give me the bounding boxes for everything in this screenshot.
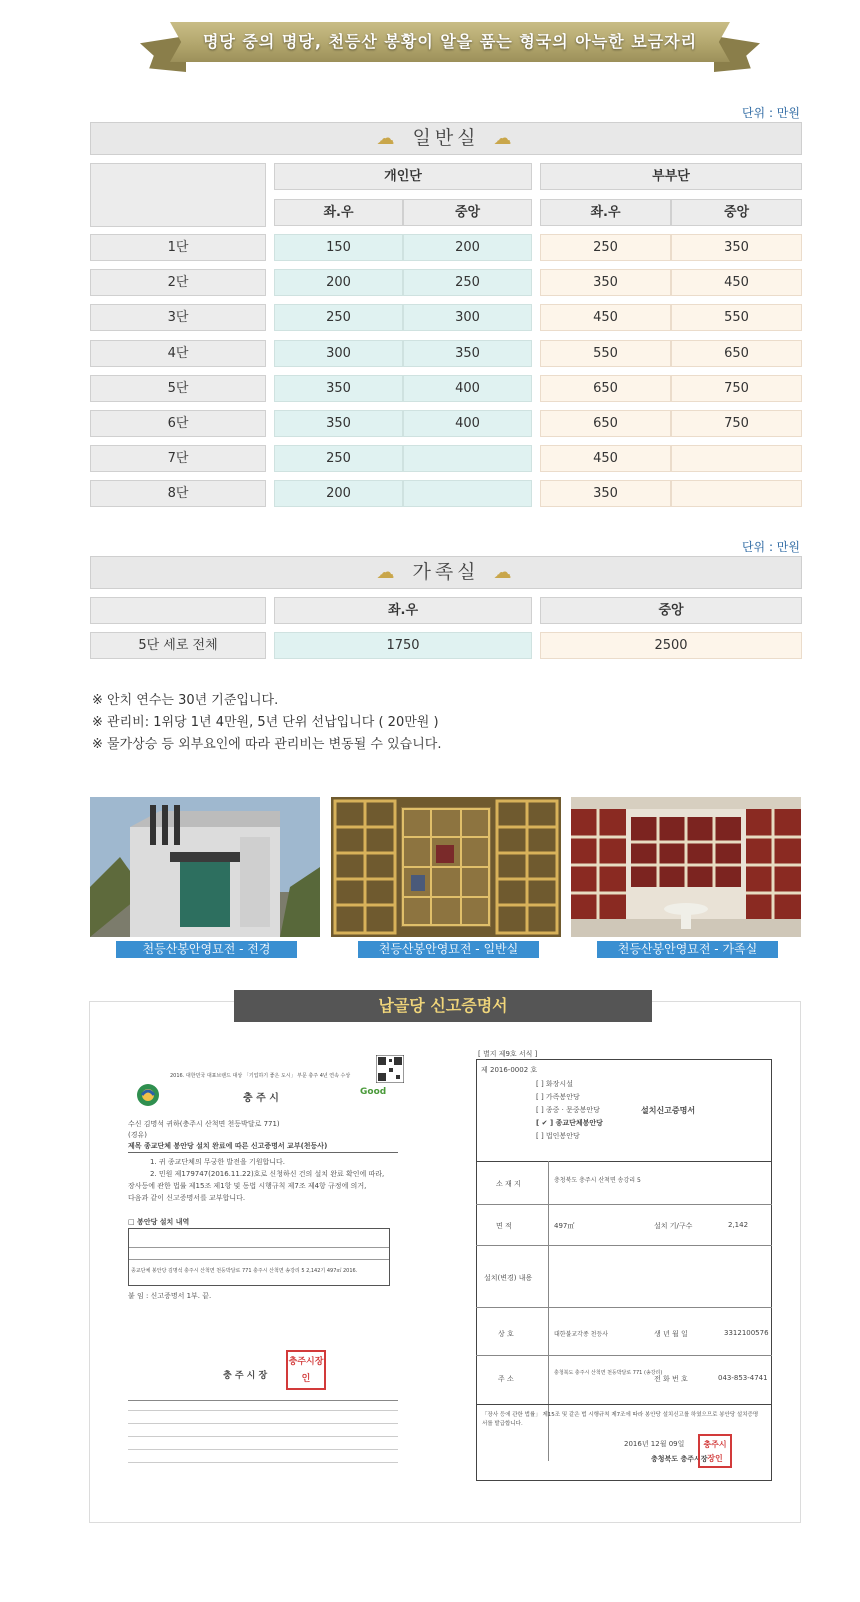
photo-general-room — [331, 797, 561, 937]
doc-table-title: □ 봉안당 설치 내역 — [128, 1218, 190, 1226]
row-label: 8단 — [90, 480, 266, 507]
doc-field-label: 설치 기/구수 — [654, 1222, 693, 1230]
photo-family-room — [571, 797, 801, 937]
section-title: 일반실 — [412, 127, 480, 149]
doc-line: 1. 귀 종교단체의 무궁한 발전을 기원합니다. — [150, 1158, 285, 1166]
unit-label: 단위 : 만원 — [741, 106, 800, 120]
doc-table-row: 종교단체 봉안당 김명석 충주시 산척면 천등박달로 771 충주시 산척면 송강리 5 2,142기 497㎡ 2016. — [131, 1268, 358, 1274]
price-cell — [671, 445, 802, 472]
doc-attachment: 붙 임 : 신고증명서 1부. 끝. — [128, 1292, 212, 1300]
price-cell: 350 — [274, 375, 403, 402]
note-item: ※ 안치 연수는 30년 기준입니다. — [92, 693, 279, 708]
price-cell: 550 — [671, 304, 802, 331]
price-cell: 650 — [540, 375, 671, 402]
doc-table — [128, 1228, 390, 1286]
unit-label: 단위 : 만원 — [741, 540, 800, 554]
price-cell — [671, 480, 802, 507]
doc-option: [ ] 가족봉안당 — [536, 1093, 580, 1101]
doc-issuer: 충청북도 충주시장 — [651, 1455, 708, 1463]
doc-date: 2016년 12월 09일 — [624, 1440, 685, 1448]
price-cell: 400 — [403, 410, 532, 437]
doc-field-value: 3312100576 — [724, 1329, 769, 1337]
doc-field-value: 043-853-4741 — [718, 1374, 768, 1382]
doc-line: 장사등에 관한 법률 제15조 제1항 및 동법 시행규칙 제7조 제4항 규정에 의거, — [128, 1182, 367, 1190]
price-cell: 750 — [671, 375, 802, 402]
doc-heading: 설치신고증명서 — [641, 1106, 696, 1115]
price-cell: 450 — [671, 269, 802, 296]
doc-field-value: 497㎡ — [554, 1222, 575, 1230]
price-cell — [403, 445, 532, 472]
price-cell: 350 — [274, 410, 403, 437]
column-header: 중앙 — [403, 199, 532, 226]
row-label: 3단 — [90, 304, 266, 331]
row-label: 1단 — [90, 234, 266, 261]
price-cell: 150 — [274, 234, 403, 261]
doc-field-label: 전 화 번 호 — [654, 1375, 688, 1383]
doc-recipient: 수신 김명석 귀하(충주시 산척면 천등박달로 771) — [128, 1120, 280, 1128]
doc-option: [ ] 법인봉안당 — [536, 1132, 580, 1140]
doc-field-value: 충청북도 충주시 산척면 천등박달로 771 (송강리) — [554, 1370, 663, 1376]
price-cell: 300 — [403, 304, 532, 331]
price-cell: 450 — [540, 304, 671, 331]
price-cell: 200 — [274, 269, 403, 296]
corner-cell — [90, 163, 266, 227]
note-item: ※ 관리비: 1위당 1년 4만원, 5년 단위 선납입니다 ( 20만원 ) — [92, 715, 439, 730]
cloud-ornament-icon: ☁ — [493, 562, 516, 583]
doc-top-note: 2016. 대한민국 대표브랜드 대상 「기업하기 좋은 도시」 부문 충주 4년 연속 수상 — [170, 1073, 351, 1079]
doc-form-number: [ 별지 제9호 서식 ] — [478, 1050, 538, 1058]
price-cell: 250 — [274, 445, 403, 472]
price-cell: 250 — [403, 269, 532, 296]
price-cell: 550 — [540, 340, 671, 367]
doc-field-label: 설치(변경) 내용 — [484, 1274, 533, 1282]
price-cell: 350 — [540, 269, 671, 296]
price-cell: 300 — [274, 340, 403, 367]
doc-option: [ ] 화장시설 — [536, 1080, 573, 1088]
good-brand-logo: Good — [360, 1087, 387, 1097]
photo-exterior — [90, 797, 320, 937]
photo-caption: 천등산봉안영묘전 - 전경 — [116, 941, 297, 958]
photo-caption: 천등산봉안영묘전 - 가족실 — [597, 941, 778, 958]
row-label: 6단 — [90, 410, 266, 437]
price-cell: 450 — [540, 445, 671, 472]
price-cell: 750 — [671, 410, 802, 437]
doc-field-value: 충청북도 충주시 산척면 송강리 5 — [554, 1177, 641, 1184]
banner-title: 명당 중의 명당, 천등산 봉황이 알을 품는 형국의 아늑한 보금자리 — [202, 32, 698, 51]
group-header: 부부단 — [540, 163, 802, 190]
doc-sender: 충 주 시 장 — [223, 1371, 268, 1381]
column-header: 중앙 — [671, 199, 802, 226]
price-cell: 350 — [540, 480, 671, 507]
doc-via: (경유) — [128, 1131, 147, 1139]
doc-field-label: 소 재 지 — [496, 1180, 521, 1188]
doc-field-label: 상 호 — [498, 1330, 514, 1338]
divider — [128, 1152, 398, 1153]
corner-cell — [90, 597, 266, 624]
doc-number: 제 2016-0002 호 — [481, 1066, 538, 1074]
doc-line: 다음과 같이 신고증명서를 교부합니다. — [128, 1194, 246, 1202]
column-header: 좌.우 — [274, 199, 403, 226]
note-item: ※ 물가상승 등 외부요인에 따라 관리비는 변동될 수 있습니다. — [92, 737, 442, 752]
price-cell: 250 — [274, 304, 403, 331]
qr-code-icon — [376, 1055, 404, 1083]
section-title: 가족실 — [412, 561, 480, 583]
notes-list — [92, 690, 441, 756]
doc-field-label: 면 적 — [496, 1222, 512, 1230]
column-header: 좌.우 — [540, 199, 671, 226]
price-cell: 350 — [403, 340, 532, 367]
family-section-header — [90, 556, 802, 589]
price-cell: 250 — [540, 234, 671, 261]
cloud-ornament-icon: ☁ — [376, 128, 399, 149]
doc-field-label: 주 소 — [498, 1375, 514, 1383]
left-certificate-document — [128, 1055, 403, 1480]
city-logo-icon — [136, 1083, 160, 1107]
doc-option-selected: [ ✔ ] 종교단체봉안당 — [536, 1119, 603, 1127]
header-banner — [140, 14, 760, 76]
group-header: 개인단 — [274, 163, 532, 190]
doc-option: [ ] 종중 · 문중봉안당 — [536, 1106, 600, 1114]
price-cell: 400 — [403, 375, 532, 402]
row-label: 7단 — [90, 445, 266, 472]
price-cell — [403, 480, 532, 507]
row-label: 5단 세로 전체 — [90, 632, 266, 659]
doc-subject: 제목 종교단체 봉안당 설치 완료에 따른 신고증명서 교부(천등사) — [128, 1142, 328, 1150]
doc-footer: 「장사 등에 관한 법률」 제15조 및 같은 법 시행규칙 제7조에 따라 봉안당 설치신고를 하였으므로 봉안당 설치증명서를 발급합니다. — [482, 1412, 759, 1427]
photo-caption: 천등산봉안영묘전 - 일반실 — [358, 941, 539, 958]
column-header: 좌.우 — [274, 597, 532, 624]
doc-line: 2. 민원 제179747(2016.11.22)호로 신청하신 건의 설치 완료 확인에 따라, — [150, 1170, 385, 1178]
price-cell: 2500 — [540, 632, 802, 659]
cloud-ornament-icon: ☁ — [376, 562, 399, 583]
doc-field-label: 생 년 월 일 — [654, 1330, 688, 1338]
price-cell: 650 — [540, 410, 671, 437]
doc-field-value: 대한불교각종 천등사 — [554, 1331, 609, 1338]
general-section-header — [90, 122, 802, 155]
column-header: 중앙 — [540, 597, 802, 624]
price-cell: 200 — [403, 234, 532, 261]
doc-field-value: 2,142 — [728, 1221, 749, 1229]
price-cell: 200 — [274, 480, 403, 507]
right-certificate-document — [476, 1049, 776, 1489]
row-label: 5단 — [90, 375, 266, 402]
official-seal-icon: 충주시장인 — [698, 1434, 732, 1468]
row-label: 2단 — [90, 269, 266, 296]
cloud-ornament-icon: ☁ — [493, 128, 516, 149]
row-label: 4단 — [90, 340, 266, 367]
price-cell: 650 — [671, 340, 802, 367]
certificate-title: 납골당 신고증명서 — [234, 990, 652, 1022]
price-cell: 350 — [671, 234, 802, 261]
price-cell: 1750 — [274, 632, 532, 659]
official-seal-icon: 충주시장인 — [286, 1350, 326, 1390]
doc-city: 충 주 시 — [243, 1093, 279, 1104]
